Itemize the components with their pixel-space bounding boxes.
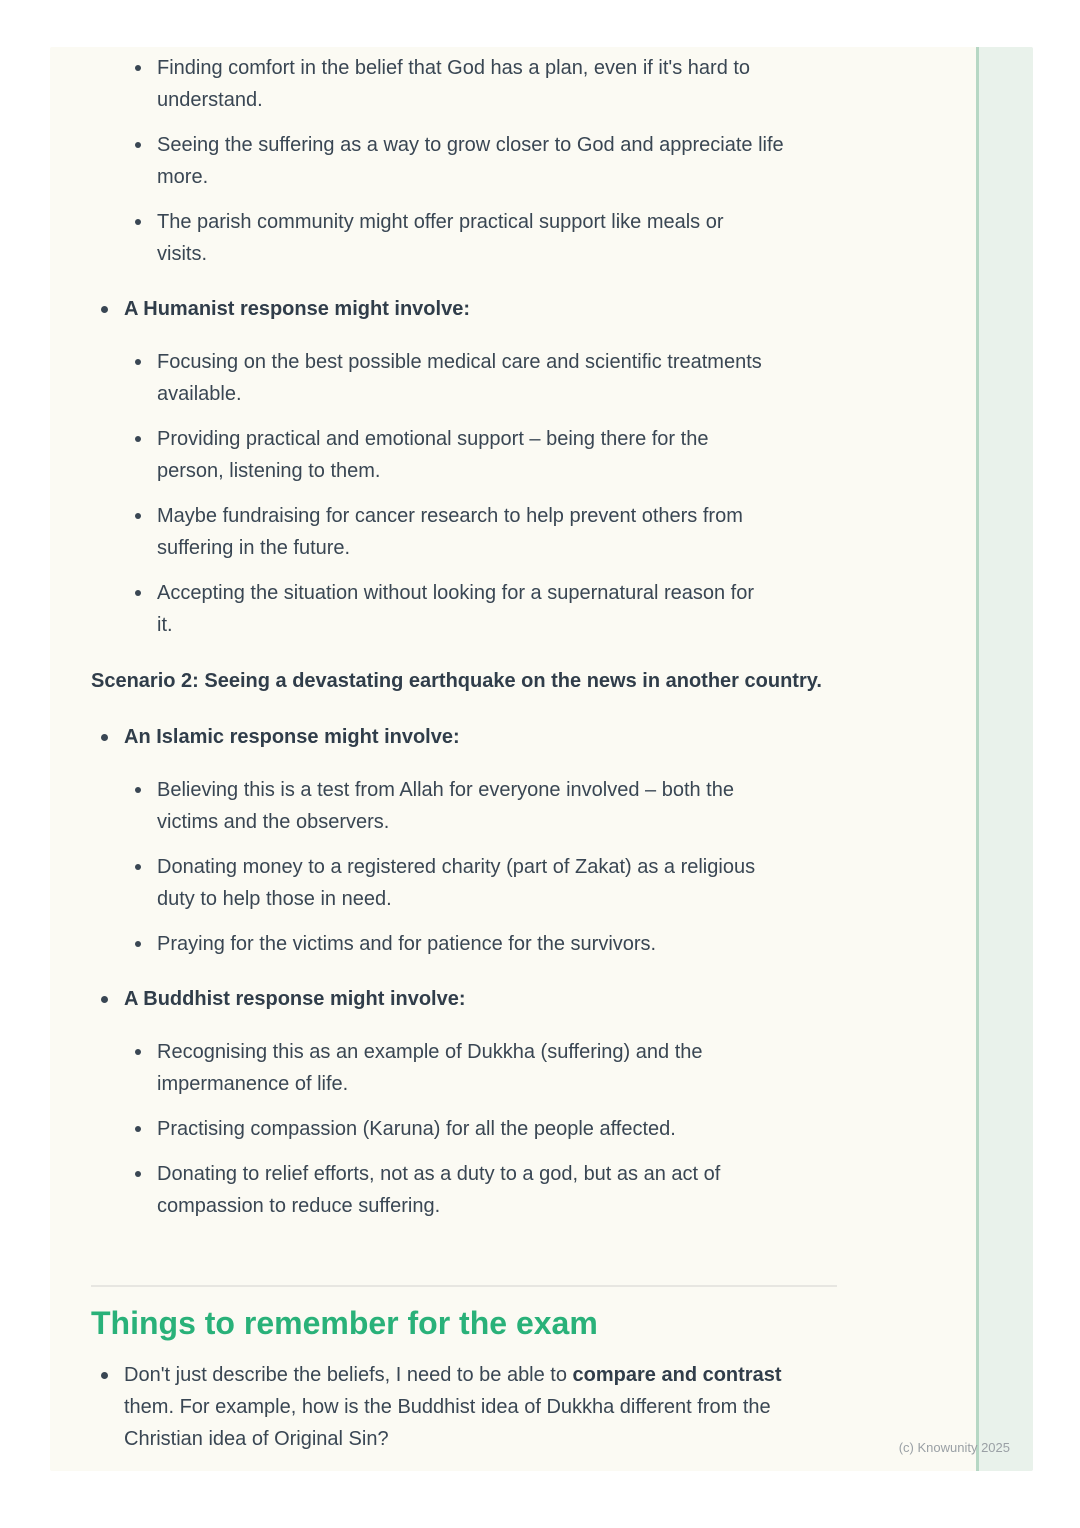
buddhist-bullet-item: Recognising this as an example of Dukkha (suffering) and the impermanence of life. bbox=[91, 1036, 831, 1100]
buddhist-header-item: A Buddhist response might involve: bbox=[91, 983, 831, 1015]
christian-bullet-item: Seeing the suffering as a way to grow closer to God and appreciate life more. bbox=[91, 129, 831, 193]
buddhist-bullet-item: Practising compassion (Karuna) for all the people affected. bbox=[91, 1113, 831, 1145]
emphasized-text: compare and contrast bbox=[572, 1364, 782, 1386]
humanist-bullet-item: Accepting the situation without looking for a supernatural reason for it. bbox=[91, 577, 831, 641]
exam-section-heading: Things to remember for the exam bbox=[91, 1305, 598, 1341]
document-page bbox=[50, 47, 1033, 1471]
bullet-icon bbox=[135, 941, 141, 947]
humanist-header-item: A Humanist response might involve: bbox=[91, 293, 831, 325]
islamic-bullet-item: Praying for the victims and for patience for the survivors. bbox=[91, 928, 831, 960]
buddhist-bullet-item: Donating to relief efforts, not as a duty to a god, but as an act of compassion to reduce suffering. bbox=[91, 1158, 831, 1222]
bullet-icon bbox=[135, 787, 141, 793]
exam-note-item: Don't just describe the beliefs, I need to be able to compare and contrast them. For example, how is the Buddhist idea of Dukkha different from the Christian idea of Original Sin? bbox=[91, 1359, 831, 1455]
document-content bbox=[91, 52, 831, 1468]
bullet-icon bbox=[135, 513, 141, 519]
bullet-icon bbox=[135, 142, 141, 148]
bullet-icon bbox=[135, 864, 141, 870]
bullet-icon bbox=[135, 436, 141, 442]
scenario-2-paragraph: Scenario 2: Seeing a devastating earthquake on the news in another country. bbox=[91, 670, 822, 692]
bullet-icon bbox=[135, 1171, 141, 1177]
bullet-icon bbox=[101, 1372, 108, 1379]
bullet-icon bbox=[135, 590, 141, 596]
section-divider bbox=[91, 1285, 837, 1287]
humanist-bullet-item: Maybe fundraising for cancer research to help prevent others from suffering in the future. bbox=[91, 500, 831, 564]
bullet-icon bbox=[135, 1049, 141, 1055]
bullet-icon bbox=[135, 1126, 141, 1132]
bullet-icon bbox=[101, 996, 108, 1003]
humanist-bullet-item: Focusing on the best possible medical care and scientific treatments available. bbox=[91, 346, 831, 410]
humanist-bullet-item: Providing practical and emotional support – being there for the person, listening to them. bbox=[91, 423, 831, 487]
christian-bullet-item: The parish community might offer practical support like meals or visits. bbox=[91, 206, 831, 270]
copyright-watermark: (c) Knowunity 2025 bbox=[898, 1440, 1010, 1455]
margin-highlight-strip bbox=[976, 47, 1033, 1471]
bullet-icon bbox=[101, 734, 108, 741]
islamic-header-item: An Islamic response might involve: bbox=[91, 721, 831, 753]
islamic-bullet-item: Donating money to a registered charity (part of Zakat) as a religious duty to help those in need. bbox=[91, 851, 831, 915]
bullet-icon bbox=[101, 306, 108, 313]
bullet-icon bbox=[135, 359, 141, 365]
christian-bullet-item: Finding comfort in the belief that God has a plan, even if it's hard to understand. bbox=[91, 52, 831, 116]
islamic-bullet-item: Believing this is a test from Allah for everyone involved – both the victims and the observers. bbox=[91, 774, 831, 838]
bullet-icon bbox=[135, 219, 141, 225]
bullet-icon bbox=[135, 65, 141, 71]
